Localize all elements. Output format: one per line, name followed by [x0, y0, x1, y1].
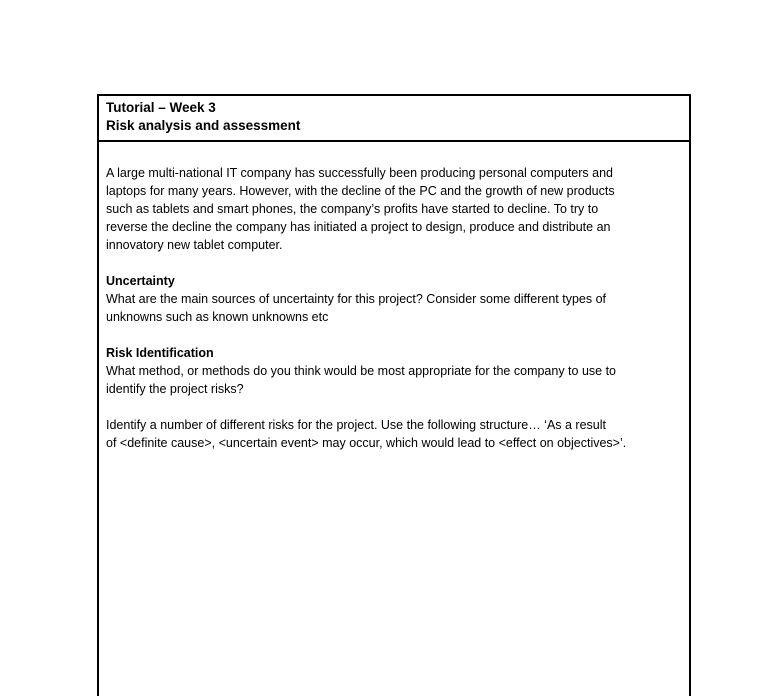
text-line: unknowns such as known unknowns etc — [106, 310, 329, 324]
uncertainty-section — [106, 272, 682, 326]
document-body — [99, 142, 689, 492]
text-line: A large multi-national IT company has successfully been producing personal computers and — [106, 166, 613, 180]
tutorial-document-box — [97, 94, 691, 696]
uncertainty-heading: Uncertainty — [106, 274, 175, 288]
document-title: Tutorial – Week 3 — [106, 100, 216, 115]
risk-identification-section — [106, 344, 682, 398]
text-line: reverse the decline the company has initiated a project to design, produce and distribute an — [106, 220, 611, 234]
text-line: What method, or methods do you think would be most appropriate for the company to use to — [106, 364, 617, 378]
document-subtitle: Risk analysis and assessment — [106, 118, 301, 133]
intro-paragraph — [106, 164, 682, 254]
text-line: laptops for many years. However, with the decline of the PC and the growth of new products — [106, 184, 615, 198]
text-line: innovatory new tablet computer. — [106, 238, 283, 252]
task-paragraph — [106, 416, 682, 452]
text-line: identify the project risks? — [106, 382, 244, 396]
document-header — [99, 96, 689, 142]
risk-identification-heading: Risk Identification — [106, 346, 214, 360]
text-line: such as tablets and smart phones, the company’s profits have started to decline. To try to — [106, 202, 599, 216]
text-line: What are the main sources of uncertainty for this project? Consider some different types of — [106, 292, 607, 306]
text-line: of <definite cause>, <uncertain event> may occur, which would lead to <effect on objectives>’. — [106, 436, 627, 450]
text-line: Identify a number of different risks for the project. Use the following structure… ‘As a result — [106, 418, 606, 432]
